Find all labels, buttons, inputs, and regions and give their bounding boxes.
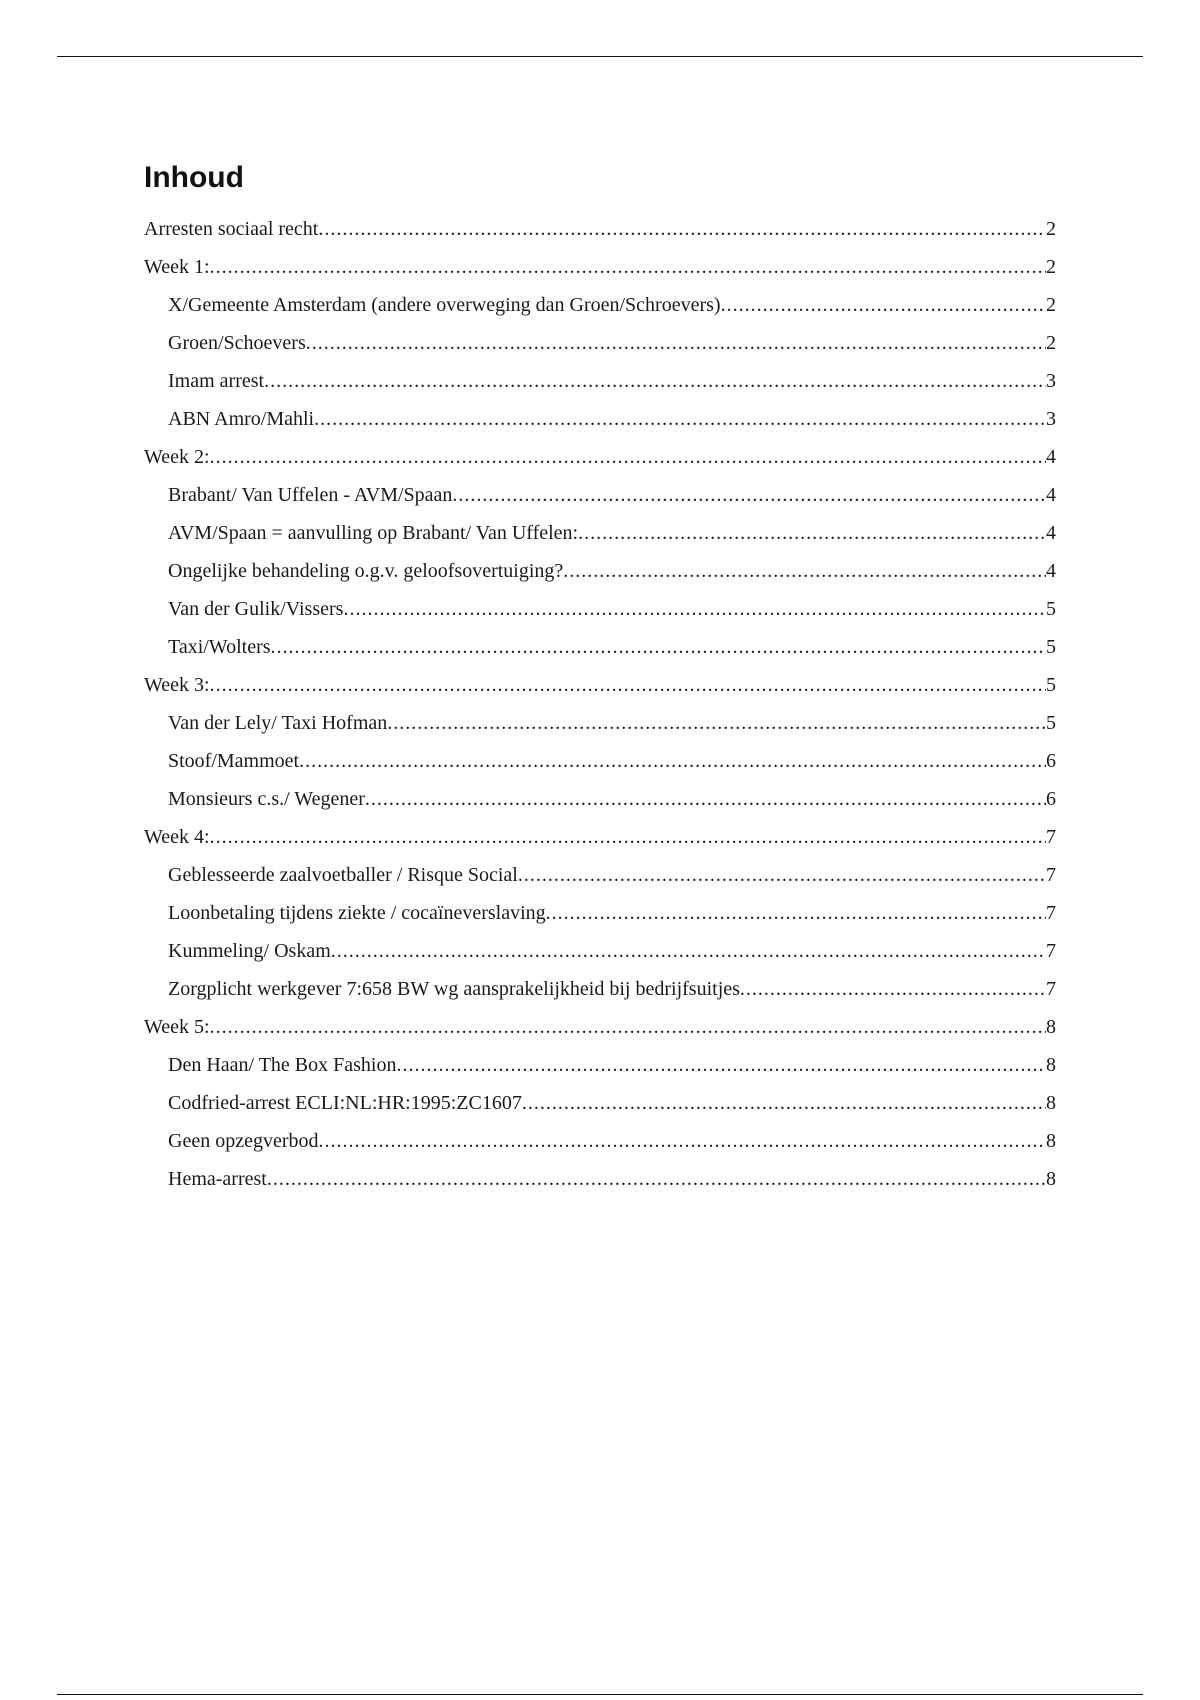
toc-subsection-entry[interactable] — [144, 628, 1056, 666]
toc-section-entry[interactable] — [144, 1008, 1056, 1046]
toc-entry-page-number: 8 — [1046, 1016, 1056, 1038]
toc-entry-label: Van der Lely/ Taxi Hofman — [168, 712, 388, 734]
toc-dot-leader — [210, 818, 1046, 856]
toc-subsection-entry[interactable] — [144, 590, 1056, 628]
toc-entry-page-number: 6 — [1046, 750, 1056, 772]
toc-entry-label: Taxi/Wolters — [168, 636, 271, 658]
toc-subsection-entry[interactable] — [144, 894, 1056, 932]
toc-entry-label: Arresten sociaal recht — [144, 218, 319, 240]
toc-entry-page-number: 8 — [1046, 1130, 1056, 1152]
footer-rule — [57, 1694, 1143, 1695]
toc-entry-page-number: 2 — [1046, 256, 1056, 278]
toc-dot-leader — [578, 514, 1046, 552]
toc-entry-label: Groen/Schoevers — [168, 332, 306, 354]
toc-subsection-entry[interactable] — [144, 552, 1056, 590]
toc-entry-label: Brabant/ Van Uffelen - AVM/Spaan — [168, 484, 453, 506]
toc-entry-label: Geen opzegverbod — [168, 1130, 319, 1152]
toc-entry-label: Week 1: — [144, 256, 210, 278]
toc-subsection-entry[interactable] — [144, 400, 1056, 438]
toc-dot-leader — [343, 590, 1046, 628]
toc-dot-leader — [267, 1160, 1046, 1198]
toc-entry-label: ABN Amro/Mahli — [168, 408, 315, 430]
toc-entry-label: Zorgplicht werkgever 7:658 BW wg aansprakelijkheid bij bedrijfsuitjes — [168, 978, 740, 1000]
toc-entry-label: Week 2: — [144, 446, 210, 468]
toc-subsection-entry[interactable] — [144, 324, 1056, 362]
toc-dot-leader — [314, 400, 1046, 438]
toc-dot-leader — [271, 628, 1046, 666]
header-rule — [57, 56, 1143, 57]
toc-dot-leader — [522, 1084, 1046, 1122]
toc-subsection-entry[interactable] — [144, 1160, 1056, 1198]
toc-entry-page-number: 4 — [1046, 484, 1056, 506]
toc-entry-page-number: 7 — [1046, 864, 1056, 886]
toc-entry-label: Loonbetaling tijdens ziekte / cocaïneverslaving — [168, 902, 546, 924]
toc-section-entry[interactable] — [144, 248, 1056, 286]
toc-entry-page-number: 7 — [1046, 978, 1056, 1000]
toc-dot-leader — [452, 476, 1046, 514]
toc-entry-label: Geblesseerde zaalvoetballer / Risque Social — [168, 864, 518, 886]
toc-entry-label: Week 5: — [144, 1016, 210, 1038]
toc-entry-label: AVM/Spaan = aanvulling op Brabant/ Van Uffelen: — [168, 522, 579, 544]
toc-subsection-entry[interactable] — [144, 932, 1056, 970]
toc-entry-page-number: 2 — [1046, 332, 1056, 354]
toc-entry-label: X/Gemeente Amsterdam (andere overweging dan Groen/Schroevers) — [168, 294, 721, 316]
toc-dot-leader — [306, 324, 1046, 362]
toc-entry-label: Codfried-arrest ECLI:NL:HR:1995:ZC1607 — [168, 1092, 522, 1114]
toc-dot-leader — [210, 666, 1046, 704]
toc-entry-page-number: 3 — [1046, 408, 1056, 430]
toc-dot-leader — [365, 780, 1046, 818]
toc-section-entry[interactable] — [144, 438, 1056, 476]
toc-dot-leader — [397, 1046, 1047, 1084]
toc-title: Inhoud — [144, 161, 244, 194]
toc-entry-page-number: 5 — [1046, 674, 1056, 696]
toc-entry-label: Den Haan/ The Box Fashion — [168, 1054, 397, 1076]
toc-dot-leader — [331, 932, 1046, 970]
toc-subsection-entry[interactable] — [144, 856, 1056, 894]
toc-entry-page-number: 4 — [1046, 560, 1056, 582]
toc-dot-leader — [518, 856, 1046, 894]
toc-entry-label: Imam arrest — [168, 370, 265, 392]
toc-entry-page-number: 4 — [1046, 522, 1056, 544]
toc-dot-leader — [299, 742, 1046, 780]
toc-entry-label: Monsieurs c.s./ Wegener — [168, 788, 365, 810]
toc-subsection-entry[interactable] — [144, 970, 1056, 1008]
toc-subsection-entry[interactable] — [144, 362, 1056, 400]
toc-entry-page-number: 7 — [1046, 826, 1056, 848]
toc-dot-leader — [210, 248, 1046, 286]
toc-entry-page-number: 5 — [1046, 598, 1056, 620]
toc-entry-page-number: 5 — [1046, 712, 1056, 734]
toc-entry-page-number: 7 — [1046, 940, 1056, 962]
toc-dot-leader — [210, 1008, 1046, 1046]
toc-entry-label: Kummeling/ Oskam — [168, 940, 331, 962]
toc-entry-page-number: 3 — [1046, 370, 1056, 392]
toc-subsection-entry[interactable] — [144, 780, 1056, 818]
toc-subsection-entry[interactable] — [144, 1084, 1056, 1122]
toc-dot-leader — [387, 704, 1046, 742]
toc-entry-page-number: 7 — [1046, 902, 1056, 924]
toc-subsection-entry[interactable] — [144, 742, 1056, 780]
toc-entry-page-number: 8 — [1046, 1092, 1056, 1114]
toc-entry-page-number: 4 — [1046, 446, 1056, 468]
toc-dot-leader — [264, 362, 1046, 400]
toc-list — [144, 210, 1056, 1198]
toc-entry-label: Ongelijke behandeling o.g.v. geloofsovertuiging? — [168, 560, 564, 582]
toc-section-entry[interactable] — [144, 210, 1056, 248]
toc-subsection-entry[interactable] — [144, 1122, 1056, 1160]
toc-entry-page-number: 2 — [1046, 294, 1056, 316]
toc-dot-leader — [318, 210, 1046, 248]
toc-subsection-entry[interactable] — [144, 1046, 1056, 1084]
toc-entry-page-number: 8 — [1046, 1054, 1056, 1076]
toc-dot-leader — [721, 286, 1046, 324]
toc-entry-page-number: 5 — [1046, 636, 1056, 658]
toc-entry-label: Week 3: — [144, 674, 210, 696]
toc-entry-page-number: 6 — [1046, 788, 1056, 810]
toc-dot-leader — [563, 552, 1046, 590]
toc-section-entry[interactable] — [144, 818, 1056, 856]
toc-dot-leader — [740, 970, 1046, 1008]
toc-entry-label: Week 4: — [144, 826, 210, 848]
toc-entry-page-number: 8 — [1046, 1168, 1056, 1190]
toc-subsection-entry[interactable] — [144, 704, 1056, 742]
toc-entry-label: Hema-arrest — [168, 1168, 267, 1190]
toc-entry-label: Van der Gulik/Vissers — [168, 598, 344, 620]
toc-subsection-entry[interactable] — [144, 514, 1056, 552]
toc-entry-page-number: 2 — [1046, 218, 1056, 240]
toc-dot-leader — [319, 1122, 1047, 1160]
toc-dot-leader — [210, 438, 1046, 476]
table-of-contents — [144, 160, 1056, 1198]
toc-section-entry[interactable] — [144, 666, 1056, 704]
toc-entry-label: Stoof/Mammoet — [168, 750, 300, 772]
toc-dot-leader — [546, 894, 1046, 932]
toc-subsection-entry[interactable] — [144, 476, 1056, 514]
toc-subsection-entry[interactable] — [144, 286, 1056, 324]
